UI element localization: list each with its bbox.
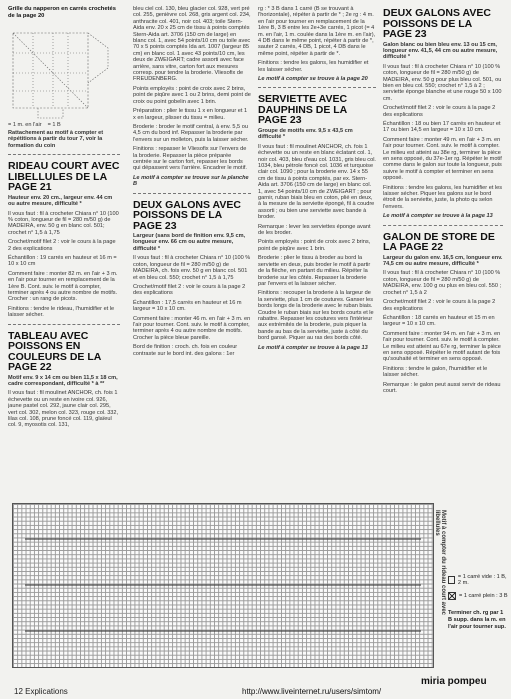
column-1 (8, 6, 120, 496)
deux-galons-gauge: Échantillon : 18 ou bien 17 carrés en hauteur et 17 ou bien 14,5 en largeur = 10 x 10 cm. (383, 120, 501, 134)
store-finishing: Finitions : tendre le galon, l'humidifier et le laisser sécher. (383, 365, 488, 379)
column-4 (383, 6, 503, 496)
serviette-finishing: Finitions : recouper la broderie à la largeur de la serviette, plus 1 cm de coutures. Ganser les bords longs de la broderie avec le ruban biais. Coudre le ruban biais sur les bords courts et le rabattre. Repasser les coutures vers l'intérieur aux extrémités de la broderie, puis piquer la bande au bas de la serviette, juste à côté du bord gansé. Piquer au ras des bords côté. (258, 290, 374, 342)
tableau-subtitle: Motif env. 9 x 14 cm ou bien 11,5 x 18 cm, cadre correspondant, difficulté * à ** (8, 374, 118, 388)
galons-materials: Il vous faut : fil à crocheter Chiara n° 10 (100 % coton, longueur de fil = 280 m/50 g) de MADEIRA, ch. fois env. 50 g en blanc col. 501 et en bleu col. 550; crochet n° 1,5 à 1,75 (133, 255, 251, 281)
divider (8, 324, 120, 325)
tableau-finishing: Finitions : repasser le Vliesofix sur l'envers de la broderie. Repasser la pièce préparée centrée sur le carton fort, repasser les bords qui dépassent vers l'arrière. Encadrer le motif. (133, 146, 247, 172)
galons-finishing: Finitions : tendre les galons, les humidifier et les laisser sécher. (258, 60, 369, 73)
serviette-subtitle: Groupe de motifs env. 9,5 x 43,5 cm difficulté * (258, 127, 353, 141)
chart-motif-band (25, 630, 421, 632)
deux-galons-materials: Il vous faut : fil à crocheter Chiara n° 10 (100 % coton, longueur de fil = 280 m/50 g) de MADEIRA, env. 50 g pour plus bleu col. 501, ou bien en bleu col. 550; crochet n° 1,5 à 2 ; serviette éponge blanche et une rouge 50 x 100 cm. (383, 63, 502, 102)
assembly-note: Rattachement au motif à compter et répétitions à partir du tour 7, voir la formation du coin (8, 130, 104, 149)
rideau-stitch: Crochet/motif filet 2 : voir le cours à la page 2 des explications (8, 239, 116, 252)
serviette-materials: Il vous faut : fil moulinet ANCHOR, ch. fois 1 échevette ou un reste en blanc éclatant col. 1, noir col. 403, bleu d'eau col. 1031, gris bleu col. 1034, bleu pétrole foncé col. 1036 et turquoise clair col. 1090 ; pour la broderie env. 14 x 55 cm de tissu à points comptés, par ex. Stern-Aida art. 3706 (150 cm de large) en blanc col. 1, avec 54 points/10 cm de ZWEIGART ; pour garnir, ruban biais bleu en coton, plié en deux, à la mesure de la serviette épongé, fil à coudre assorti ; ou bien une serviette avec bande à broder. (258, 143, 376, 221)
chart-motif-band (25, 584, 421, 586)
store-gauge: Échantillon : 18 carrés en hauteur et 15 m en largeur = 10 x 10 cm. (383, 314, 495, 328)
chart-motif-band (25, 538, 421, 540)
chart-side-label: Motif à compter du rideau court avec libellules (434, 510, 446, 616)
galons-subtitle: Largeur (sans bord de finition env. 9,5 cm, longueur env. 66 cm ou autre mesure, difficulté * (133, 233, 246, 252)
tableau-materials-cont: bleu ciel col. 130, bleu glacier col. 928, vert pré col. 255, genièvre col. 268, gris argent col. 234, anthracite col. 401, noir col. 403; toile Stern-Aida env. 20 x 25 cm de tissu à points comptés Stern-Aida art. 3706 (150 cm de large) en blanc col. 1, avec 54 points/10 cm ou toile avec 70 x 5 points comptés Ida art. 1007 (largeur 85 cm) en blanc col. 1 avec 43 points/10 cm, les deux de ZWEIGART; cadre assorti avec face arrière, sans vitre, carton fort aux mesures corresp. pour tendre la broderie. Vliesofix de FREUDENBERG. (133, 6, 251, 83)
serviette-remark: Remarque : lever les serviettes éponge avant de les broder. (258, 223, 371, 237)
rideau-gauge: Échantillon : 19 carrés en hauteur et 16 m = 10 x 10 cm (8, 254, 117, 268)
chart-legend (448, 574, 508, 630)
section-title-tableau: TABLEAU AVEC POISSONS EN COULEURS DE LA PAGE 22 (8, 329, 101, 374)
divider (8, 154, 120, 155)
galons-gauge: Échantillon : 17,5 carrés en hauteur et 16 m largeur = 10 x 10 cm. (133, 299, 242, 313)
deux-galons-finishing: Finitions : tendre les galons, les humidifier et les laisser sécher. Piquer les galons sur le bord étroit de la serviette, juste, la photo qu selon l'envers. (383, 184, 503, 210)
grid-caption: Grille du napperon en carrés crochetés de la page 20 (8, 6, 116, 19)
deux-galons-note: Le motif à compter se trouve à la page 13 (383, 213, 493, 220)
tableau-note: Le motif à compter se trouve sur la planche B (133, 174, 249, 188)
legend-chain: = 1 m. en l'air (8, 121, 42, 128)
divider (258, 87, 376, 88)
divider (133, 193, 251, 194)
serviette-note: Le motif à compter se trouve à la page 13 (258, 344, 368, 351)
galons-note: Le motif à compter se trouve à la page 20 (258, 76, 368, 83)
column-2 (133, 6, 251, 496)
deux-galons-instructions: Comment faire : monter 49 m. en l'air + 3 m. en l'air pour tourner. Cont. suiv. le motif à compter. Le milieu est atteint au 38e rg, terminer la pièce en sens opposé, du 37e-1er rg. Répéter le motif comme dans le galon sur toute la longueur, puis suivre le motif à compter et terminer en sens opposé. (383, 136, 502, 182)
page-label: 12 Explications (14, 687, 68, 696)
section-title-serviette: SERVIETTE AVEC DAUPHINS DE LA PAGE 23 (258, 93, 348, 127)
serviette-points: Points employés : point de croix avec 2 brins, point de piqûre avec 1 brin. (258, 239, 371, 252)
galons-border-cont: rg : * 3 B dans 1 carré (B se trouvant à l'horizontale), répéter à partir de * ; 2e rg : 4 m. en l'air pour tourner en remplacement de la 1ère B, 3 B entre les 2e+3e carrés, 1 picot (= 4 m. en l'air, 1 m. coulée dans la 1ère m. en l'air), 4 DB dans le même point, répéter à partir de *, sauter 2 carrés, 4 DB, 1 picot, 4 DB dans le même point, répéter à partir de *. (258, 6, 376, 57)
store-subtitle: Largeur du galon env. 16,5 cm, longueur env. 74,5 cm ou autre mesure, difficulté * (383, 254, 503, 268)
section-title-store: GALON DE STORE DE LA PAGE 22 (383, 230, 495, 254)
serviette-embroidery: Broderie : plier le tissu à broder au bord la serviette en deux, puis broder le motif à partir de la flèche, en partant du milieu. Répéter la broderie sur les côtés. Repasser la broderie par l'envers et la laisser sécher. (258, 255, 371, 287)
legend-full-label: = 1 carré plein : 3 B (459, 593, 508, 599)
deux-galons-subtitle: Galon blanc ou bien bleu env. 13 ou 15 cm, longueur env. 41,5, 44 cm ou autre mesure, difficulté * (383, 41, 498, 61)
tableau-embroidery: Broderie : broder le motif central, à env. 5,5 ou 4,5 cm du bord inf. Repasser la broderie par l'envers sur un molleton, puis la laisser sécher. (133, 123, 249, 143)
legend-b: = 1 B (47, 121, 61, 128)
galons-stitch: Crochet/motif filet 2 : voir le cours à la page 2 des explications (133, 283, 246, 297)
store-instructions: Comment faire : monter 94 m. en l'air + 3 m. en l'air pour tourner. Cont. suiv. le motif à compter. Le milieu est atteint au 67e rg, terminer la pièce en sens opposé. Répéter le motif autant de fois qu'souhaité et terminer en sens opposé. (383, 330, 501, 363)
store-stitch: Crochet/motif filet 2 : voir le cours à la page 2 des explications (383, 299, 496, 312)
source-url: http://www.liveinternet.ru/users/simtom/ (242, 687, 382, 696)
legend-row-empty (448, 574, 508, 586)
rideau-finishing: Finitions : tendre le rideau, l'humidifier et le laisser sécher. (8, 305, 115, 319)
rideau-materials: Il vous faut : fil à crocheter Chiara n° 10 (100 % coton, longueur de fil = 280 m/50 g) de MADEIRA, env. 50 g en blanc col. 501; crochet n° 1,5 à 1,75 (8, 210, 119, 236)
brand-name: miria pompeu (421, 676, 487, 687)
tableau-prep: Préparation : plier le tissu 1 x en longueur et 1 x en largeur, plisser du tissu = milieu. (133, 108, 248, 121)
chart-end-note: Terminer ch. rg par 1 B supp. dans la m. en l'air pour tourner sup. (448, 610, 506, 630)
legend-row-full (448, 592, 508, 600)
rideau-subtitle: Hauteur env. 20 cm., largeur env. 44 cm ou autre mesure, difficulté * (8, 194, 113, 208)
column-3 (258, 6, 376, 496)
section-title-galons: DEUX GALONS AVEC POISSONS DE LA PAGE 23 (133, 198, 241, 232)
divider (383, 225, 503, 226)
legend-empty-label: = 1 carré vide : 1 B, 2 m. (457, 574, 507, 586)
galons-instructions: Comment faire : monter 46 m. en l'air + 3 m. en l'air pour tourner. Cont. suiv. le motif à compter, terminer après 4 ou autre nombre de motifs. Crocher la pièce bleue pareille. (133, 315, 251, 341)
filet-crochet-chart (12, 503, 434, 668)
deux-galons-stitch: Crochet/motif filet 2 : voir le cours à la page 2 des explications (383, 105, 496, 118)
galons-border: Bord de finition : croch. ch. fois en couleur contraste sur le bord int. des galons : 1er (133, 344, 238, 357)
tableau-points: Points employés : point de croix avec 2 brins, point de piqûre avec 1 ou 2 brins, demi point de croix ou point gobelin avec 1 brin. (133, 85, 251, 105)
empty-square-icon (448, 576, 455, 584)
store-materials: Il vous faut : fil à crocheter Chiara n° 10 (100 % coton, longueur de fil = 280 m/50 g) de MADEIRA, env. 100 g ou plus en bleu col. 550 ; crochet n° 1,5 à 2 (383, 270, 502, 296)
section-title-deux-galons: DEUX GALONS AVEC POISSONS DE LA PAGE 23 (383, 7, 491, 40)
tableau-materials: Il vous faut : fil moulinet ANCHOR, ch. fois 1 échevette ou un reste en ivoire col. 926, jaune pastel col. 292, jaune clair col. 295, vert col. 302, melon col. 323, rouge col. 332, lilas col. 108, prune foncé col. 119, glaïeul col. 9, myosotis col. 131, (8, 390, 119, 429)
napkin-grid-diagram (8, 23, 118, 123)
rideau-instructions: Comment faire : monter 82 m. en l'air + 3 m. en l'air pour tourner en remplacement de la 1ère B. Cont. suiv. le motif à compter, terminer après 4 ou autre nombre de motifs. Crocher : un rang de picots. (8, 270, 118, 303)
filled-square-icon (448, 592, 456, 600)
section-title-rideau: RIDEAU COURT AVEC LIBELLULES DE LA PAGE 21 (8, 160, 120, 194)
store-remark: Remarque : le galon peut aussi servir de rideau court. (383, 381, 501, 394)
